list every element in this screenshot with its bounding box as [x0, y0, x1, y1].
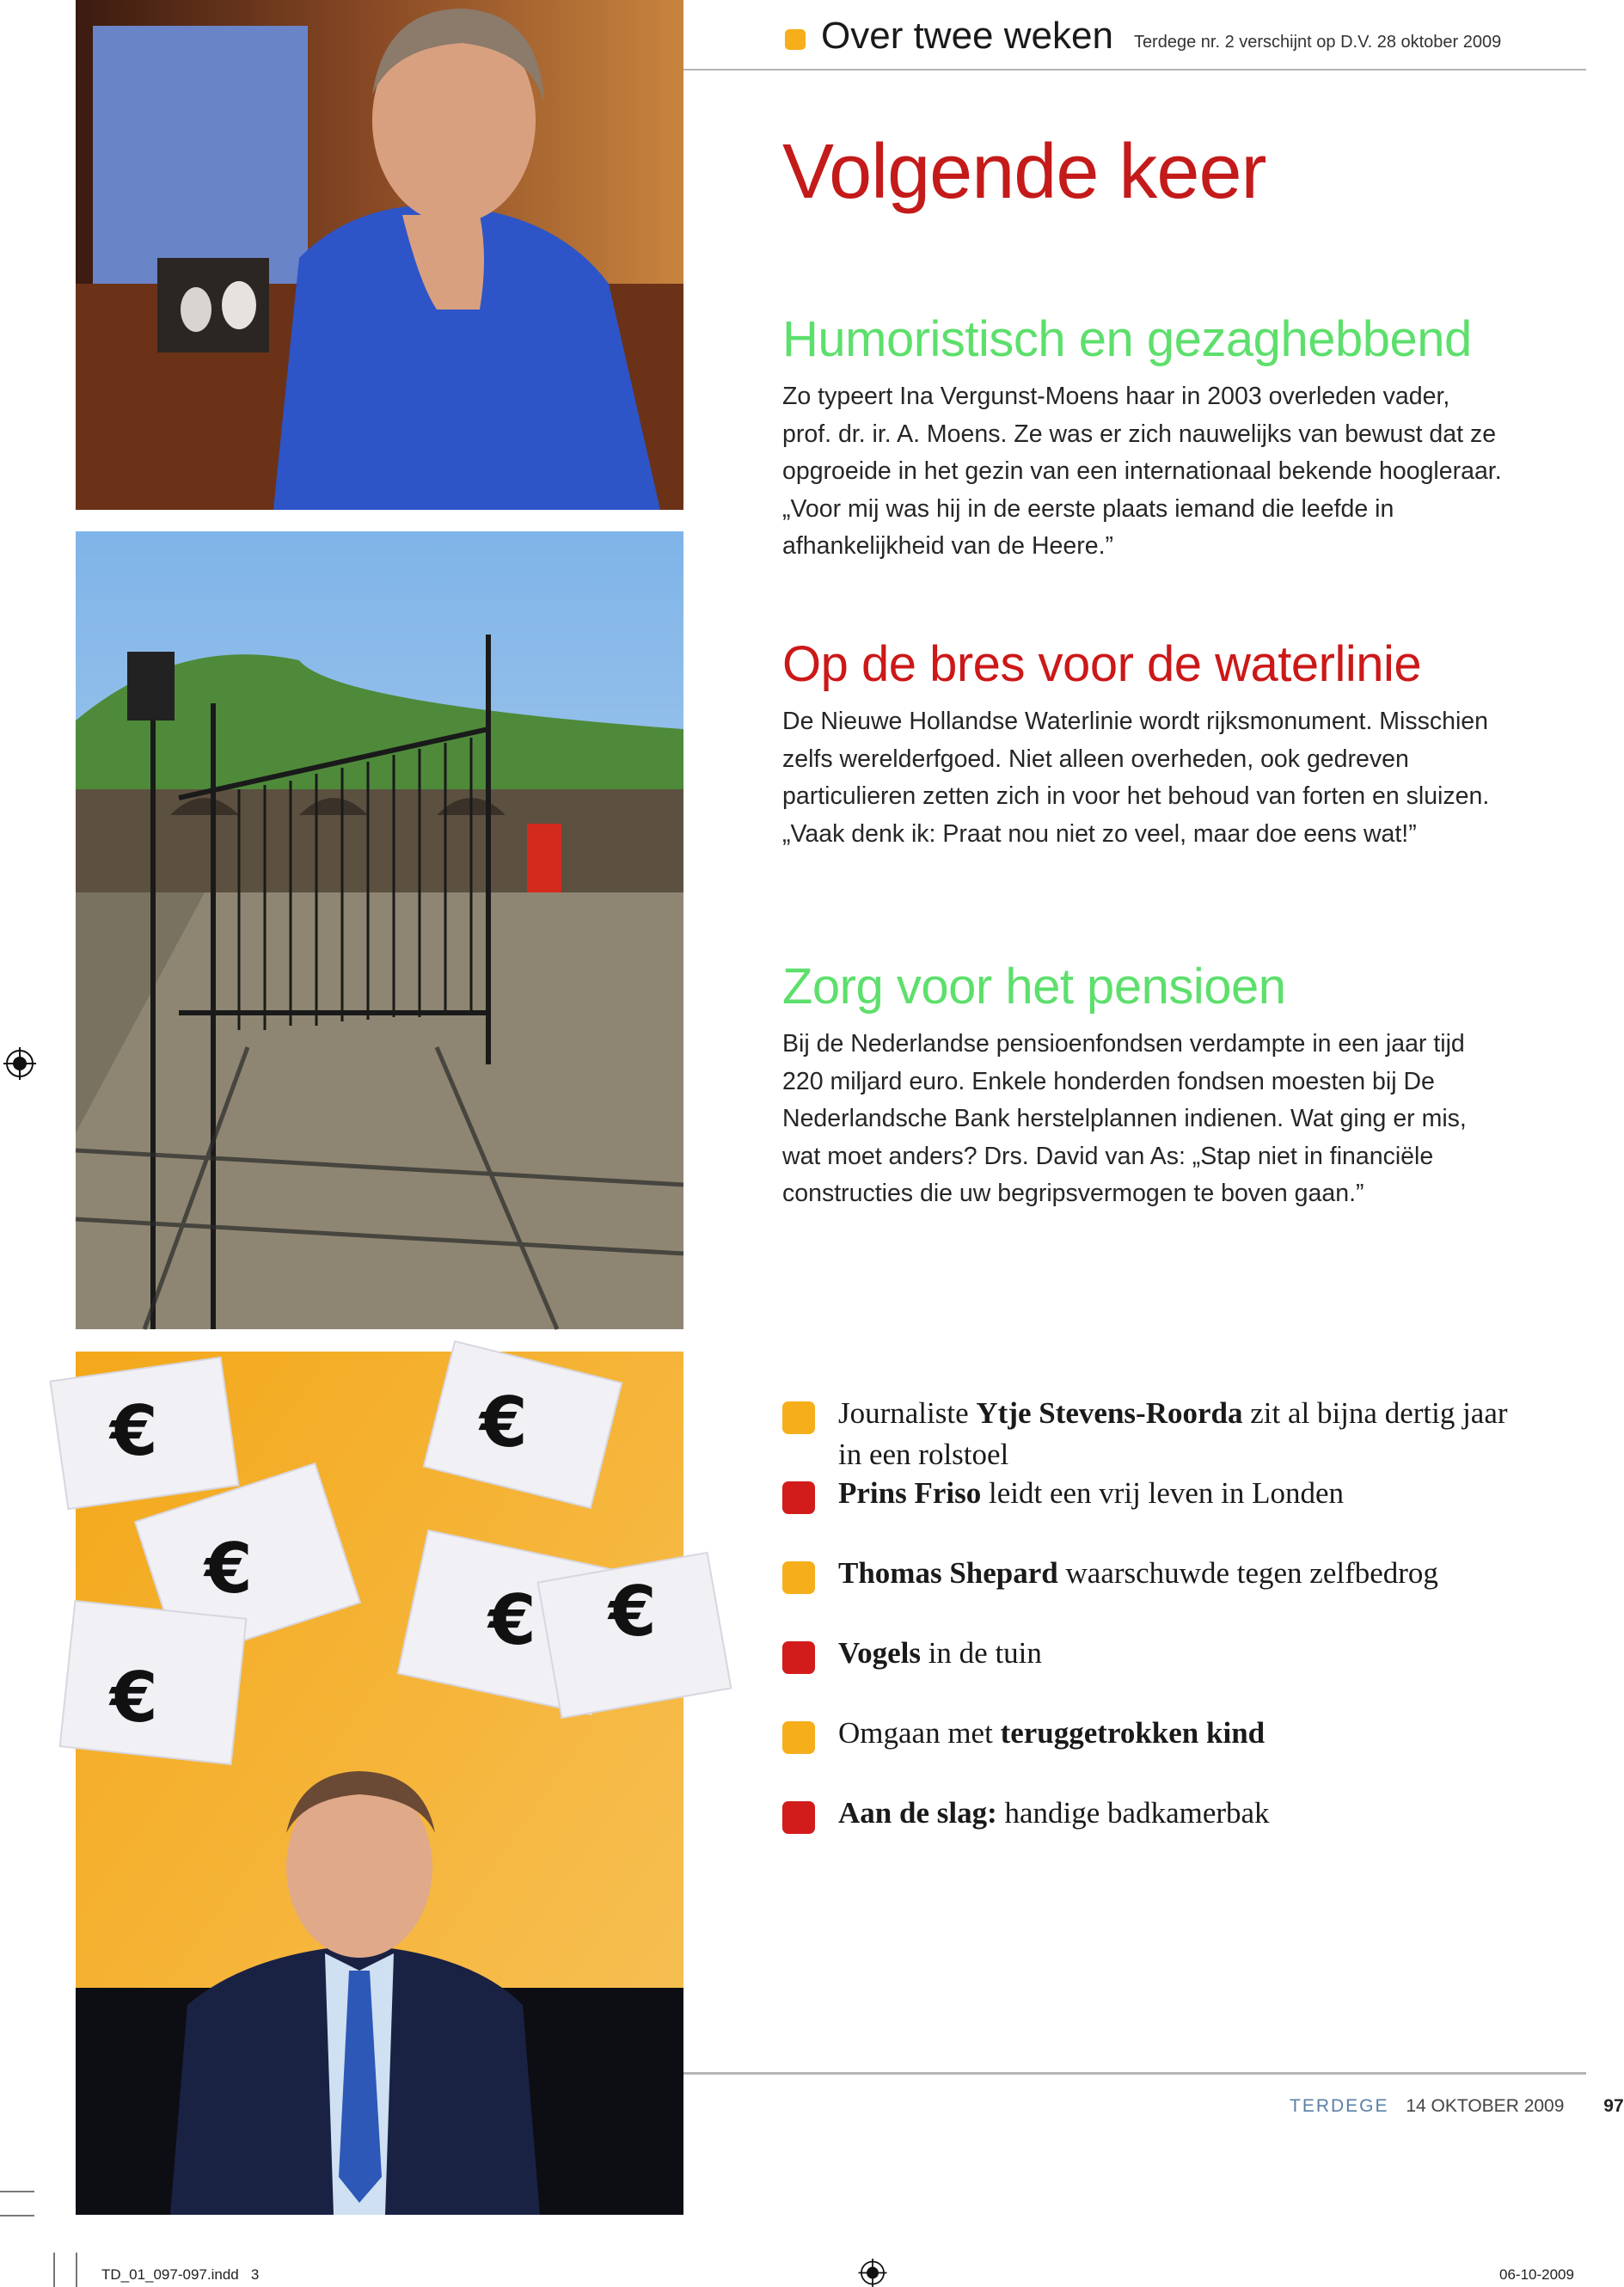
teaser-item: [782, 1793, 1556, 1873]
teaser-bullet: [782, 1721, 815, 1754]
pension-advisor-photo: [76, 1352, 683, 2215]
issue-date: 14 OKTOBER 2009: [1406, 2096, 1565, 2116]
svg-text:€: €: [480, 1383, 528, 1462]
teaser-text: Vogels in de tuin: [838, 1636, 1042, 1670]
svg-text:€: €: [110, 1391, 158, 1471]
registration-mark-icon: [3, 1047, 36, 1080]
teaser-item: [782, 1713, 1556, 1793]
teaser-bullet: [782, 1641, 815, 1674]
fort-gate-photo: [76, 531, 683, 1329]
teaser-bullet: [782, 1401, 815, 1434]
article-preview-2: [782, 635, 1504, 853]
svg-text:€: €: [488, 1580, 536, 1660]
teaser-text: Prins Friso leidt een vrij leven in Londen: [838, 1476, 1345, 1510]
magazine-brand: TERDEGE: [1290, 2096, 1389, 2116]
teaser-item: [782, 1393, 1556, 1473]
teaser-text: Omgaan met teruggetrokken kind: [838, 1716, 1265, 1750]
registration-mark-icon: [858, 2259, 887, 2287]
teaser-bullet: [782, 1481, 815, 1514]
article-heading: Humoristisch en gezaghebbend: [782, 311, 1472, 367]
crop-mark: [0, 2191, 34, 2192]
crop-mark: [76, 2253, 77, 2287]
portrait-photo-woman: [76, 0, 683, 510]
crop-mark: [53, 2253, 55, 2287]
teaser-list: [782, 1393, 1556, 1873]
header-bar: [785, 12, 1586, 60]
svg-text:€: €: [205, 1529, 253, 1609]
section-title: Over twee weken: [821, 15, 1113, 57]
article-preview-1: [782, 310, 1504, 566]
teaser-text: Aan de slag: handige badkamerbak: [838, 1796, 1270, 1830]
teaser-bullet: [782, 1801, 815, 1834]
article-body: Bij de Nederlandse pensioenfondsen verdampte in een jaar tijd 220 miljard euro. Enkele honderden fondsen moesten bij De Nederlandsche Bank herstelplannen indienen. Wat ging er mis, wat moet anders? Drs. David van As: „Stap niet in financiële constructies die uw begripsvermogen te boven gaan.”: [782, 1030, 1467, 1207]
article-heading: Zorg voor het pensioen: [782, 959, 1286, 1015]
teaser-item: [782, 1473, 1556, 1553]
teaser-text: Thomas Shepard waarschuwde tegen zelfbedrog: [838, 1556, 1438, 1590]
article-preview-3: [782, 957, 1504, 1213]
svg-text:€: €: [609, 1572, 657, 1652]
teaser-bullet: [782, 1561, 815, 1594]
svg-text:€: €: [110, 1658, 158, 1738]
footer-rule: [683, 2072, 1586, 2075]
slug-date: 06-10-2009: [1499, 2266, 1574, 2283]
issue-note: Terdege nr. 2 verschijnt op D.V. 28 oktober 2009: [1133, 33, 1502, 52]
teaser-item: [782, 1633, 1556, 1713]
page-number: 97: [1603, 2096, 1624, 2116]
crop-mark: [0, 2215, 34, 2216]
page-title: Volgende keer: [782, 129, 1266, 215]
teaser-item: [782, 1553, 1556, 1633]
article-body: Zo typeert Ina Vergunst-Moens haar in 2003 overleden vader, prof. dr. ir. A. Moens. Ze was er zich nauwelijks van bewust dat ze opgroeide in het gezin van een internationaal bekende hoogleraar. „Voor mij was hij in de eerste plaats iemand die leefde in afhankelijkheid van de Heere.”: [782, 383, 1502, 560]
article-heading: Op de bres voor de waterlinie: [782, 636, 1422, 692]
header-bullet: [785, 29, 806, 50]
article-body: De Nieuwe Hollandse Waterlinie wordt rijksmonument. Misschien zelfs werelderfgoed. Niet alleen overheden, ook gedreven particulieren zetten zich in voor het behoud van forten en sluizen. „Vaak denk ik: Praat nou niet zo veel, maar doe eens wat!”: [782, 708, 1490, 848]
folio: [1290, 2096, 1624, 2117]
slug-filename: TD_01_097-097.indd 3: [101, 2266, 260, 2283]
teaser-text: Journaliste Ytje Stevens-Roorda zit al bijna dertig jaar in een rolstoel: [838, 1396, 1508, 1471]
